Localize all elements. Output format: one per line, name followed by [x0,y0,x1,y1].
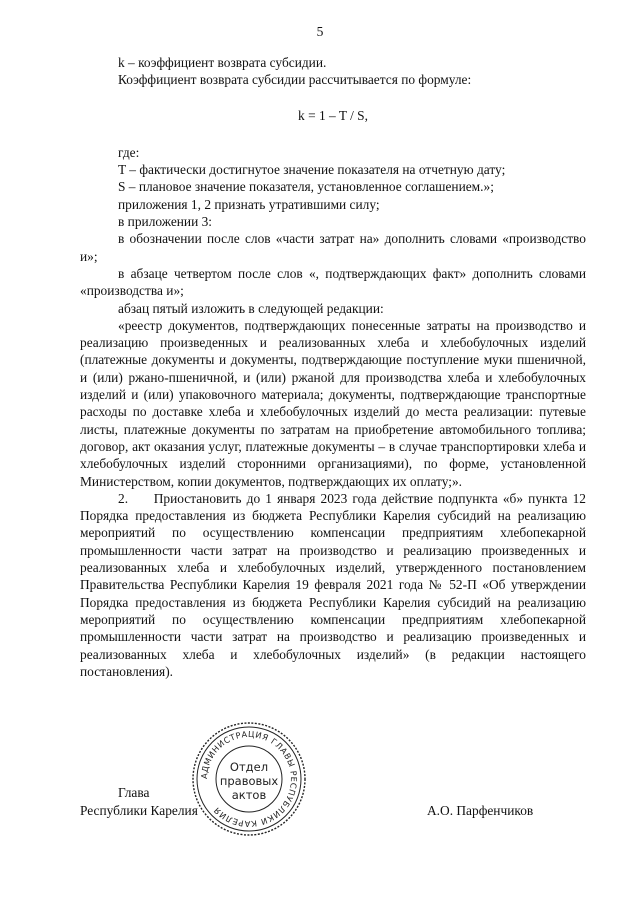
paragraph-s-definition: S – плановое значение показателя, установленное соглашением.»; [118,179,494,195]
paragraph-item-2: 2. Приостановить до 1 января 2023 года действие подпункта «б» пункта 12 Порядка предоставления из бюджета Республики Карелия субсидий на реализацию мероприятий по осуществлению компенсации предприятиям хлебопекарной промышленности части затрат на производство и реализацию произведенных и реализованных хлеба и хлебобулочных изделий, утвержденного постановлением Правительства Республики Карелия 19 февраля 2021 года № 52-П «Об утверждении Порядка предоставления из бюджета Республики Карелия субсидий на реализацию мероприятий по осуществлению компенсации предприятиям хлебопекарной промышленности части затрат на производство и реализацию произведенных и реализованных хлеба и хлебобулочных изделий» (в редакции настоящего постановления). [80,490,586,679]
paragraph-annex-3: в приложении 3: [118,214,213,230]
paragraph-fifth-abzac: абзац пятый изложить в следующей редакции: [118,300,384,316]
paragraph-k-definition: k – коэффициент возврата субсидии. [118,55,327,70]
signature-name: А.О. Парфенчиков [427,803,534,818]
signature-title-line2: Республики Карелия [80,803,198,818]
paragraph-registry: «реестр документов, подтверждающих понесенные затраты на производство и реализацию произведенных и реализованных хлеба и хлебобулочных изделий (платежные документы и документы, подтверждающие поступление муки пшеничной, и (или) ржано-пшеничной, и (или) ржаной для производства хлеба и хлебобулочных изделий и (или) упаковочного материала; документы, подтверждающие транспортные расходы по доставке хлеба и хлебобулочных изделий до места реализации: путевые листы, платежные документы по затратам на приобретение автомобильного топлива; договор, акт оказания услуг, платежные документы – в случае транспортировки хлеба и хлебобулочных изделий сторонними организациями), по форме, установленной Министерством, копии документов, подтверждающих их оплату;». [80,317,586,489]
official-stamp [190,720,308,838]
paragraph-t-definition: T – фактически достигнутое значение показателя на отчетную дату; [118,162,506,178]
paragraph-where: где: [118,144,140,160]
document-body [80,54,586,680]
stamp-line2: правовых [219,774,279,788]
formula: k = 1 – T / S, [298,107,368,123]
signature-title [80,784,198,820]
stamp-ring-text: АДМИНИСТРАЦИЯ ГЛАВЫ РЕСПУБЛИКИ КАРЕЛИЯ [198,728,300,830]
paragraph-formula-intro: Коэффициент возврата субсидии рассчитывается по формуле: [118,72,472,88]
page-number: 5 [316,24,324,39]
paragraph-fourth-abzac: в абзаце четвертом после слов «, подтверждающих факт» дополнить словами «производства и»; [80,265,586,299]
paragraph-designation: в обозначении после слов «части затрат на» дополнить словами «производство и»; [80,231,586,264]
stamp-line3: актов [231,788,267,802]
stamp-line1: Отдел [229,760,269,774]
paragraph-annexes-void: приложения 1, 2 признать утратившими силу; [118,196,380,212]
signature-title-line1: Глава [118,785,150,800]
